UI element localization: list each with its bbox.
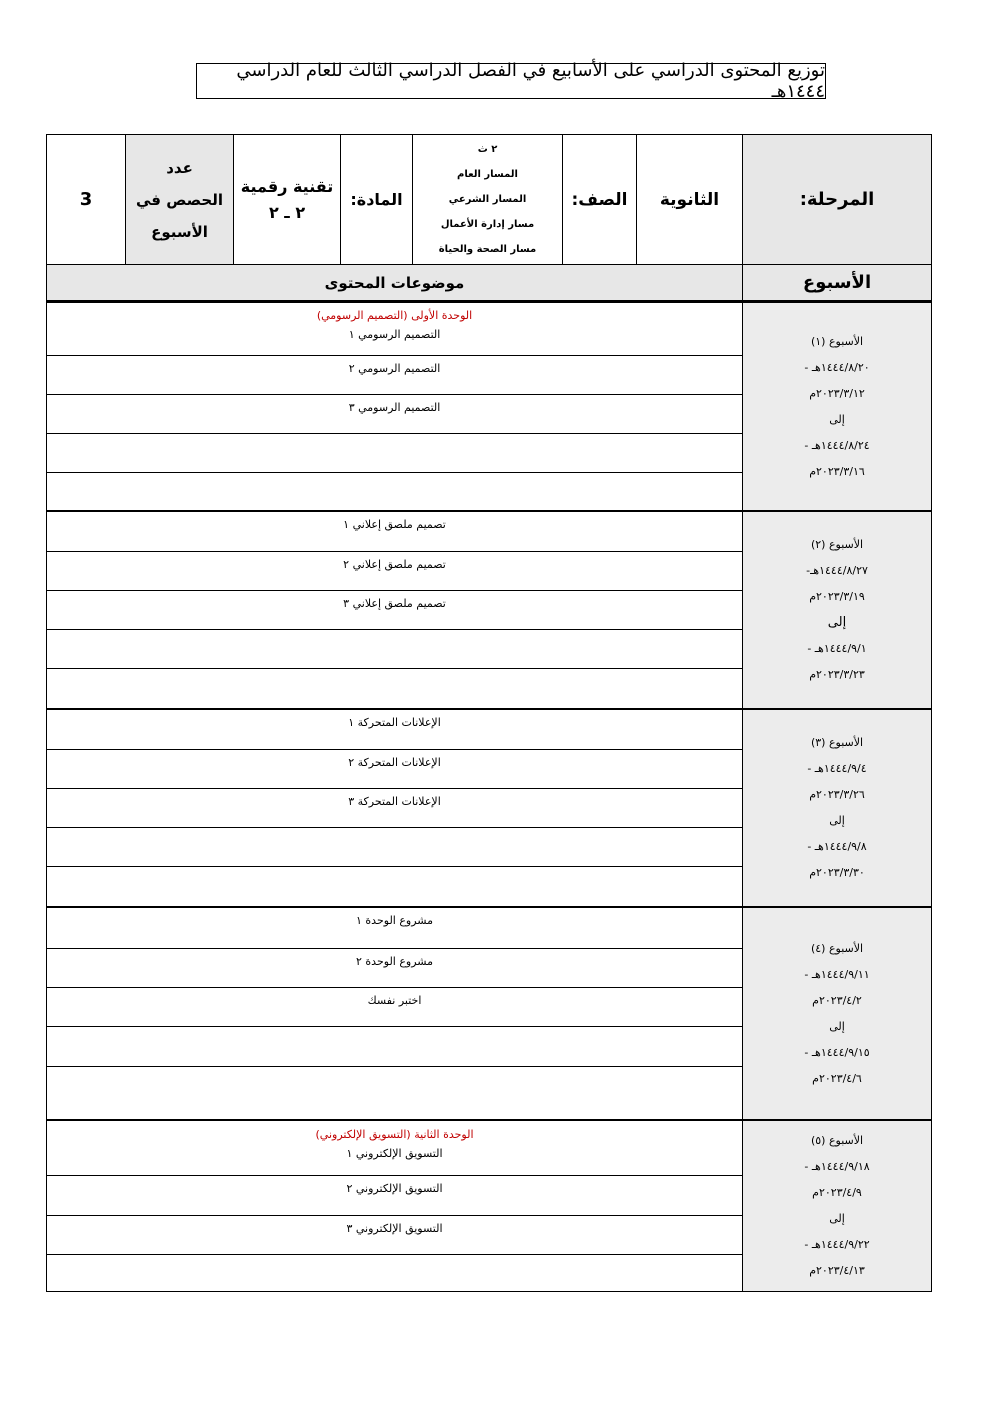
week-number: الأسبوع (٤) bbox=[810, 941, 864, 955]
week-end-greg: ٢٠٢٣/٤/١٣م bbox=[809, 1264, 865, 1277]
topics-column-header: موضوعات المحتوى bbox=[47, 265, 742, 300]
week-number: الأسبوع (٥) bbox=[810, 1134, 864, 1147]
week-end-hijri: ١٤٤٤/٨/٢٤هـ - bbox=[804, 438, 870, 452]
subject-level: ٢ ـ ٢ bbox=[268, 202, 306, 222]
week-label-1 bbox=[742, 303, 931, 510]
week-block-5 bbox=[46, 1119, 932, 1292]
topic-row bbox=[47, 1121, 742, 1176]
topic-text: التصميم الرسومي ٢ bbox=[348, 362, 441, 375]
periods-label-line: عدد bbox=[166, 158, 193, 177]
topic-row bbox=[47, 303, 742, 356]
week-end-greg: ٢٠٢٣/٤/٦م bbox=[812, 1071, 862, 1085]
topic-text: تصميم ملصق إعلاني ١ bbox=[343, 518, 446, 531]
topic-text: مشروع الوحدة ١ bbox=[356, 914, 433, 927]
topic-row bbox=[47, 710, 742, 750]
topic-text: التسويق الإلكتروني ٣ bbox=[346, 1222, 443, 1235]
week-start-greg: ٢٠٢٣/٣/١٢م bbox=[809, 386, 865, 400]
info-header bbox=[46, 134, 932, 265]
week-to: إلى bbox=[829, 1212, 845, 1225]
table-header bbox=[46, 265, 932, 301]
week-end-hijri: ١٤٤٤/٩/١هـ - bbox=[807, 642, 867, 655]
topic-row bbox=[47, 552, 742, 591]
topic-text: التصميم الرسومي ٣ bbox=[348, 401, 441, 414]
topic-row bbox=[47, 867, 742, 906]
topic-row bbox=[47, 949, 742, 988]
stage-label: المرحلة: bbox=[742, 135, 931, 264]
track-item: ٢ ث bbox=[477, 144, 498, 155]
periods-label-line: الأسبوع bbox=[151, 222, 208, 241]
week-start-hijri: ١٤٤٤/٩/٤هـ - bbox=[807, 762, 867, 775]
stage-value: الثانوية bbox=[636, 135, 742, 264]
topic-row bbox=[47, 750, 742, 789]
topic-row bbox=[47, 1176, 742, 1216]
topic-row bbox=[47, 1216, 742, 1255]
week-start-greg: ٢٠٢٣/٤/٢م bbox=[812, 993, 862, 1007]
week-start-greg: ٢٠٢٣/٣/٢٦م bbox=[809, 788, 865, 801]
topic-row bbox=[47, 1067, 742, 1119]
week-label-5 bbox=[742, 1121, 931, 1291]
subject-label: المادة: bbox=[340, 135, 412, 264]
subject-value bbox=[233, 135, 340, 264]
week-start-greg: ٢٠٢٣/٣/١٩م bbox=[809, 590, 865, 603]
topic-text: التسويق الإلكتروني ١ bbox=[346, 1147, 443, 1160]
week-number: الأسبوع (٣) bbox=[810, 736, 864, 749]
periods-label-line: الحصص في bbox=[135, 190, 224, 209]
week-number: الأسبوع (١) bbox=[810, 334, 864, 348]
week-start-hijri: ١٤٤٤/٩/١١هـ - bbox=[804, 967, 870, 981]
week-label-3 bbox=[742, 710, 931, 906]
unit-title: الوحدة الأولى (التصميم الرسومي) bbox=[316, 309, 473, 322]
track-item: مسار الصحة والحياة bbox=[438, 244, 537, 255]
periods-label bbox=[125, 135, 233, 264]
week-to: إلى bbox=[827, 615, 847, 630]
week-start-hijri: ١٤٤٤/٨/٢٧هـ- bbox=[806, 564, 868, 577]
week-to: إلى bbox=[829, 814, 845, 827]
week-column-header: الأسبوع bbox=[742, 265, 931, 300]
periods-value: 3 bbox=[79, 189, 93, 210]
page-title: توزيع المحتوى الدراسي على الأسابيع في الفصل الدراسي الثالث للعام الدراسي ١٤٤٤هـ bbox=[196, 63, 826, 99]
week-end-greg: ٢٠٢٣/٣/٢٣م bbox=[809, 668, 865, 681]
topic-text: الإعلانات المتحركة ٣ bbox=[348, 795, 441, 808]
week-start-greg: ٢٠٢٣/٤/٩م bbox=[812, 1186, 862, 1199]
week-end-greg: ٢٠٢٣/٣/٣٠م bbox=[809, 866, 865, 879]
week-to: إلى bbox=[829, 1019, 845, 1033]
topic-text: تصميم ملصق إعلاني ٣ bbox=[343, 597, 446, 610]
topic-row bbox=[47, 908, 742, 949]
topic-row bbox=[47, 473, 742, 510]
topic-text: الإعلانات المتحركة ١ bbox=[348, 716, 441, 729]
topic-row bbox=[47, 395, 742, 434]
topic-row bbox=[47, 512, 742, 552]
week-end-hijri: ١٤٤٤/٩/٢٢هـ - bbox=[804, 1238, 870, 1251]
topic-row bbox=[47, 1255, 742, 1291]
week-block-4 bbox=[46, 906, 932, 1120]
topic-text: اختبر نفسك bbox=[367, 994, 422, 1007]
topic-text: مشروع الوحدة ٢ bbox=[356, 955, 433, 968]
week-label-4 bbox=[742, 908, 931, 1119]
week-end-greg: ٢٠٢٣/٣/١٦م bbox=[809, 464, 865, 478]
track-item: المسار الشرعي bbox=[448, 194, 527, 205]
grade-label: الصف: bbox=[562, 135, 636, 264]
topic-row bbox=[47, 669, 742, 708]
grade-tracks bbox=[412, 135, 562, 264]
topic-text: التسويق الإلكتروني ٢ bbox=[346, 1182, 443, 1195]
topic-row bbox=[47, 1027, 742, 1067]
track-item: المسار العام bbox=[457, 169, 518, 180]
topic-text: تصميم ملصق إعلاني ٢ bbox=[343, 558, 446, 571]
subject-name: تقنية رقمية bbox=[240, 176, 334, 196]
topic-text: التصميم الرسومي ١ bbox=[348, 328, 441, 341]
week-to: إلى bbox=[829, 412, 845, 426]
topic-row bbox=[47, 988, 742, 1027]
topic-row bbox=[47, 591, 742, 630]
track-item: مسار إدارة الأعمال bbox=[440, 219, 535, 230]
week-end-hijri: ١٤٤٤/٩/١٥هـ - bbox=[804, 1045, 870, 1059]
week-start-hijri: ١٤٤٤/٨/٢٠هـ - bbox=[804, 360, 870, 374]
week-block-2 bbox=[46, 510, 932, 709]
topic-row bbox=[47, 789, 742, 828]
topic-row bbox=[47, 828, 742, 867]
week-block-1 bbox=[46, 301, 932, 511]
week-number: الأسبوع (٢) bbox=[810, 538, 864, 551]
topic-row bbox=[47, 356, 742, 395]
topic-row bbox=[47, 630, 742, 669]
week-end-hijri: ١٤٤٤/٩/٨هـ - bbox=[807, 840, 867, 853]
topic-row bbox=[47, 434, 742, 473]
unit-title: الوحدة الثانية (التسويق الإلكتروني) bbox=[315, 1128, 474, 1141]
week-start-hijri: ١٤٤٤/٩/١٨هـ - bbox=[804, 1160, 870, 1173]
topic-text: الإعلانات المتحركة ٢ bbox=[348, 756, 441, 769]
week-label-2 bbox=[742, 512, 931, 708]
week-block-3 bbox=[46, 708, 932, 907]
